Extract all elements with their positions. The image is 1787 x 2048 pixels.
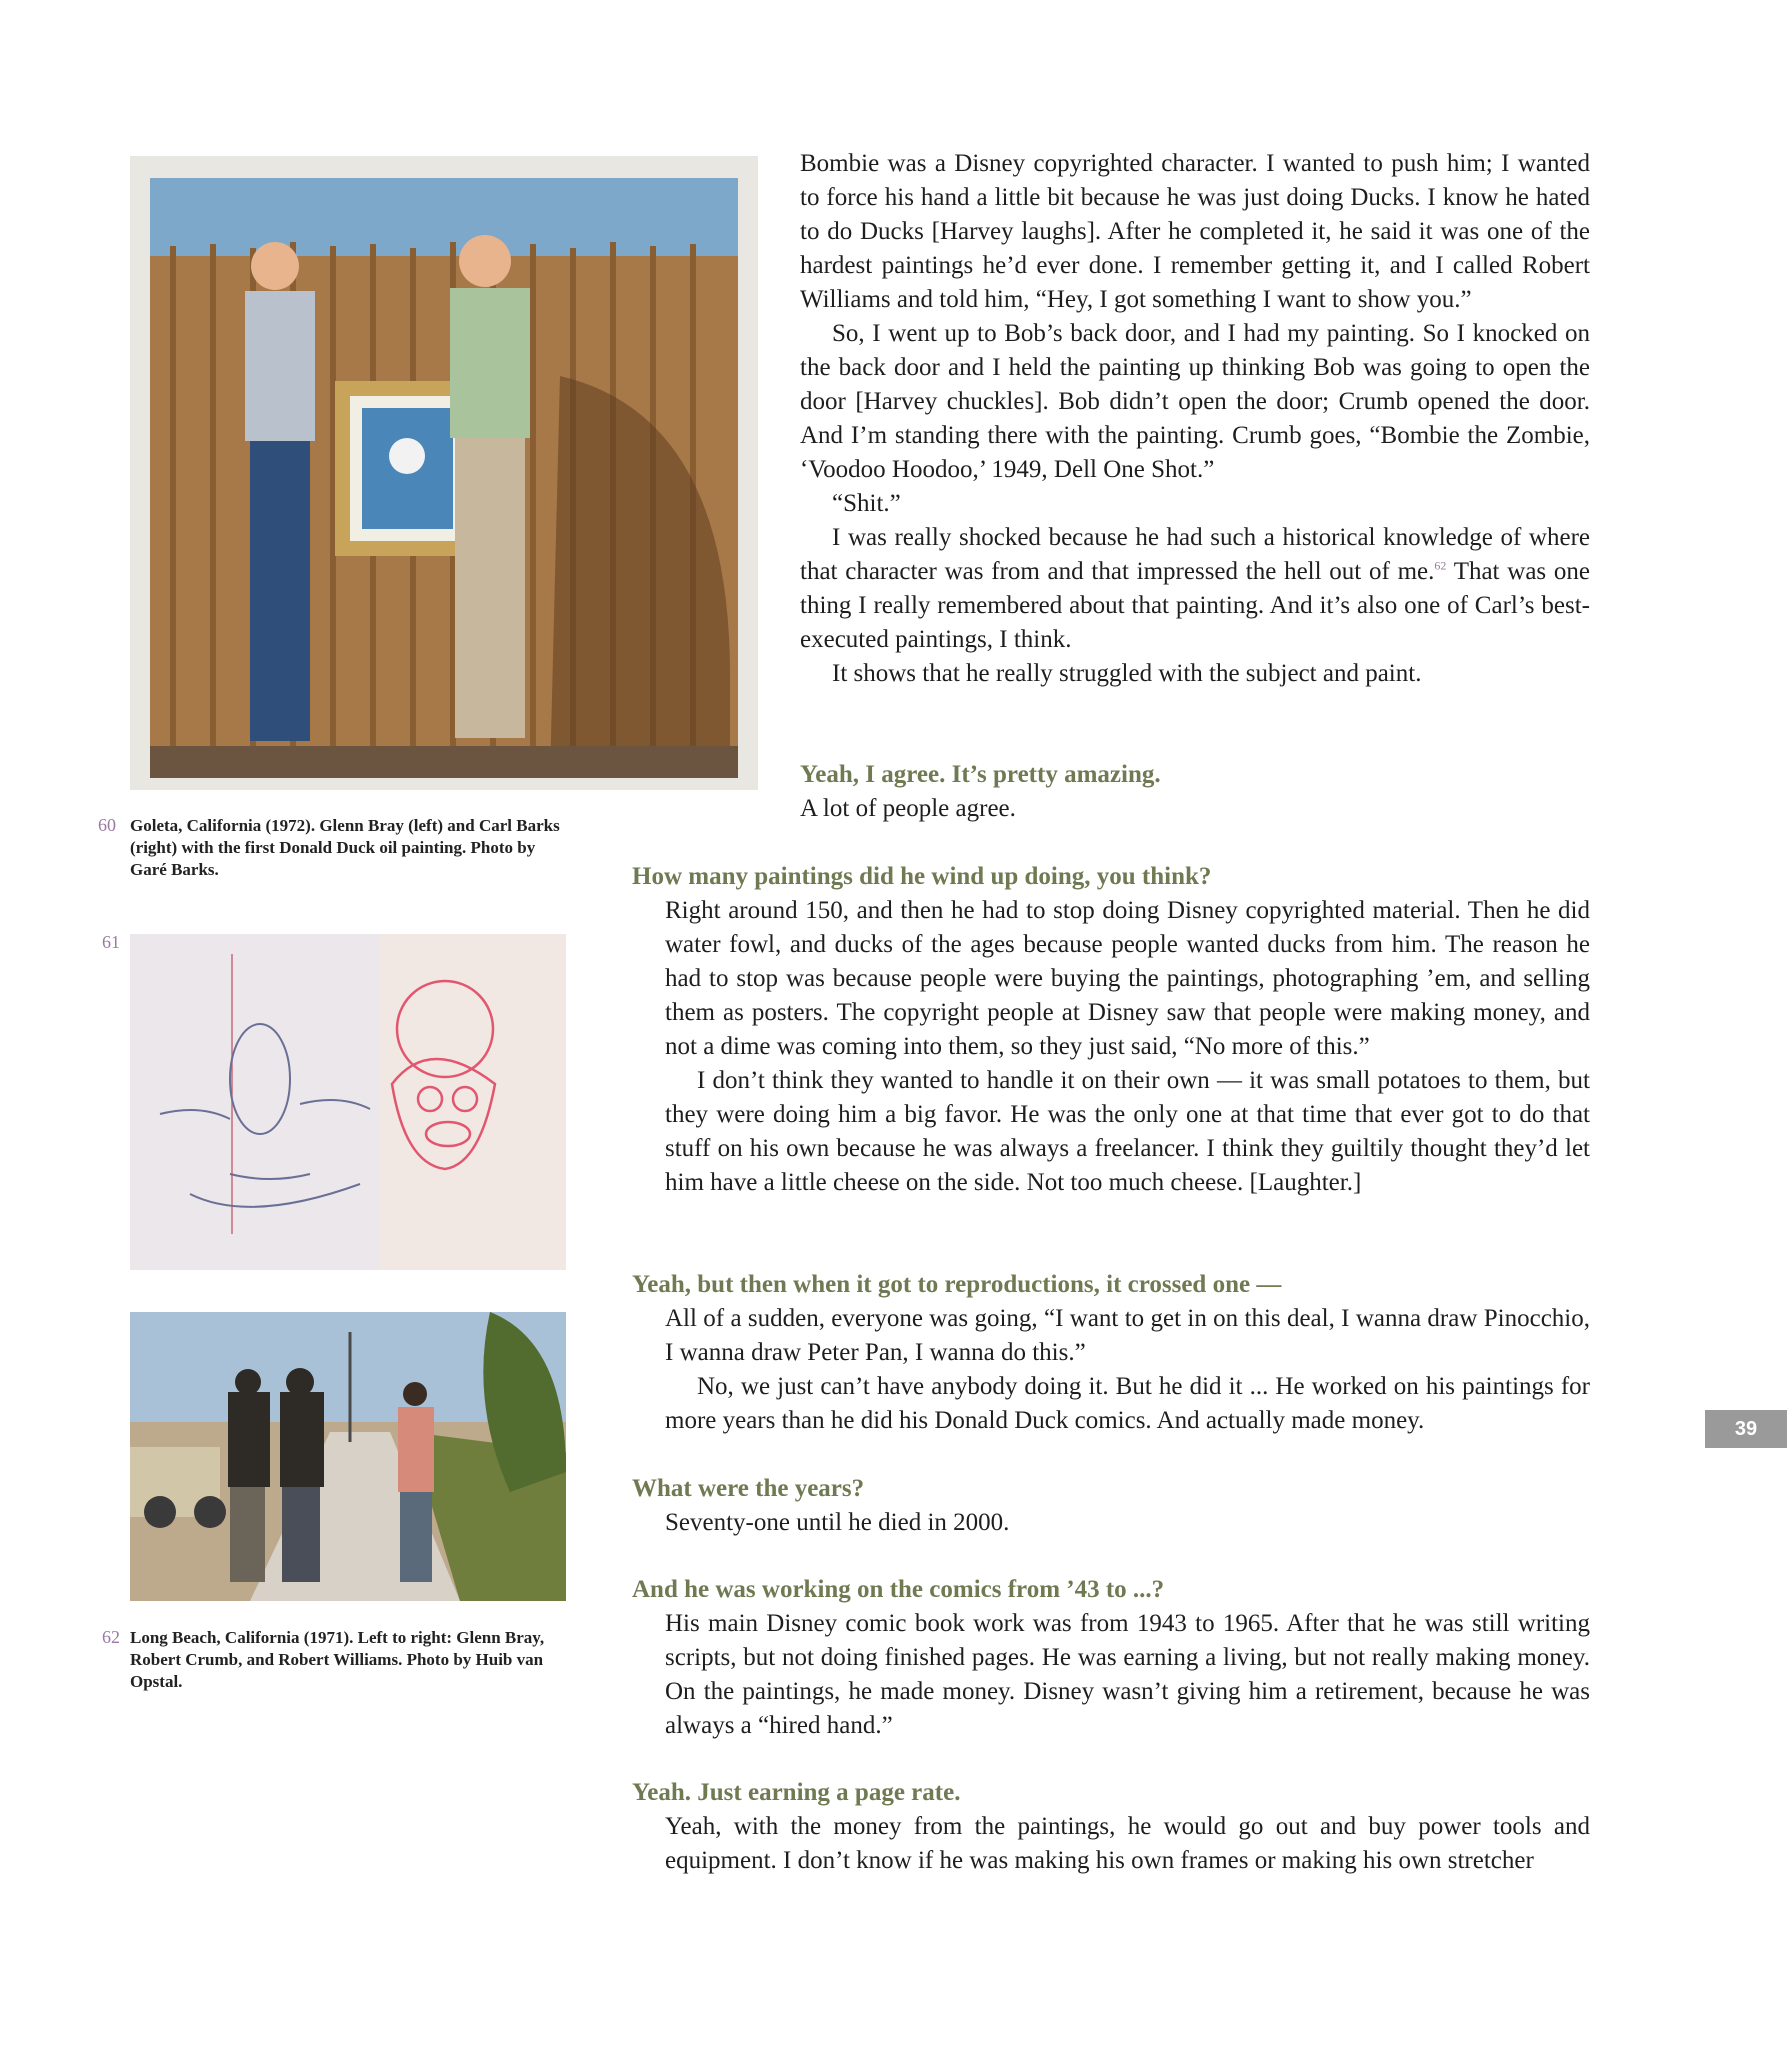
- paragraph-4: [800, 521, 1590, 657]
- answer-years-p1: Seventy-one until he died in 2000.: [665, 1509, 1010, 1536]
- paragraph-4-end: That was one thing I really remembered about that painting. And it’s also one of Carl’s best-executed paintings, I think.: [800, 558, 1590, 653]
- caption-number-61: 61: [102, 932, 120, 952]
- answer-comics-years-p1: His main Disney comic book work was from 1943 to 1965. After that he was still writing scripts, but not doing finished pages. He was earning a living, but not really making money. On the paintings, he made money. Disney wasn’t giving him a retirement, because he was always a “hired hand.”: [665, 1610, 1590, 1739]
- answer-how-many-p1: Right around 150, and then he had to stop doing Disney copyrighted material. Then he did water fowl, and ducks of the ages because people wanted ducks from him. The reason he had to stop was because people were buying the paintings, photographing ’em, and selling them as posters. The copyright people at Disney saw that people were making money, and not a dime was coming into them, so they just said, “No more of this.”: [665, 897, 1590, 1060]
- answer-reproductions-p2: No, we just can’t have anybody doing it. But he did it ... He worked on his paintings for more years than he did his Donald Duck comics. And actually made money.: [665, 1373, 1590, 1434]
- caption-60: Goleta, California (1972). Glenn Bray (left) and Carl Barks (right) with the first Donald Duck oil painting. Photo by Garé Barks.: [130, 816, 560, 879]
- caption-number-62: 62: [102, 1627, 120, 1647]
- question-how-many-paintings: How many paintings did he wind up doing, you think?: [632, 863, 1212, 890]
- answer-years: [665, 1506, 1590, 1540]
- answer-page-rate-p1: Yeah, with the money from the paintings, he would go out and buy power tools and equipment. I don’t know if he was making his own frames or making his own stretcher: [665, 1813, 1590, 1874]
- question-years: What were the years?: [632, 1475, 865, 1502]
- answer-page-rate: [665, 1810, 1590, 1878]
- answer-agree: [800, 792, 1590, 826]
- paragraph-3: “Shit.”: [832, 490, 901, 517]
- photo-sketch-drawings: [130, 934, 566, 1270]
- caption-number-60: 60: [98, 815, 116, 835]
- page-number-tab: 39: [1705, 1410, 1787, 1448]
- answer-reproductions: [665, 1302, 1590, 1438]
- paragraph-4-start: I was really shocked because he had such a historical knowledge of where that character was from and that impressed the hell out of me.: [800, 524, 1590, 585]
- answer-reproductions-p1: All of a sudden, everyone was going, “I want to get in on this deal, I wanna draw Pinocchio, I wanna draw Peter Pan, I wanna do this.”: [665, 1305, 1590, 1366]
- paragraph-2: So, I went up to Bob’s back door, and I had my painting. So I knocked on the back door and I held the painting up thinking Bob was going to open the door [Harvey chuckles]. Bob didn’t open the door; Crumb opened the door. And I’m standing there with the painting. Crumb goes, “Bombie the Zombie, ‘Voodoo Hoodoo,’ 1949, Dell One Shot.”: [800, 320, 1590, 483]
- question-agree: Yeah, I agree. It’s pretty amazing.: [800, 761, 1161, 788]
- question-comics-years: And he was working on the comics from ’43 to ...?: [632, 1576, 1165, 1603]
- photo-barks-and-bray: [130, 156, 758, 790]
- answer-agree-p1: A lot of people agree.: [800, 795, 1016, 822]
- paragraph-1: Bombie was a Disney copyrighted character. I wanted to push him; I wanted to force his hand a little bit because he was just doing Ducks. I know he hated to do Ducks [Harvey laughs]. After he completed it, he said it was one of the hardest paintings he’d ever done. I remember getting it, and I called Robert Williams and told him, “Hey, I got something I want to show you.”: [800, 150, 1590, 313]
- answer-how-many-paintings: [665, 894, 1590, 1200]
- paragraph-5: It shows that he really struggled with the subject and paint.: [832, 660, 1422, 687]
- photo-long-beach-walk: [130, 1312, 566, 1601]
- answer-comics-years: [665, 1607, 1590, 1743]
- caption-62: Long Beach, California (1971). Left to right: Glenn Bray, Robert Crumb, and Robert Williams. Photo by Huib van Opstal.: [130, 1628, 545, 1691]
- footnote-marker: 62: [1434, 558, 1447, 573]
- question-page-rate: Yeah. Just earning a page rate.: [632, 1779, 961, 1806]
- top-body-text: [800, 147, 1590, 691]
- question-reproductions: Yeah, but then when it got to reproductions, it crossed one —: [632, 1271, 1282, 1298]
- answer-how-many-p2: I don’t think they wanted to handle it on their own — it was small potatoes to them, but they were doing him a big favor. He was the only one at that time that ever got to do that stuff on his own because he was always a freelancer. I think they guiltily thought they’d let him have a little cheese on the side. Not too much cheese. [Laughter.]: [665, 1067, 1590, 1196]
